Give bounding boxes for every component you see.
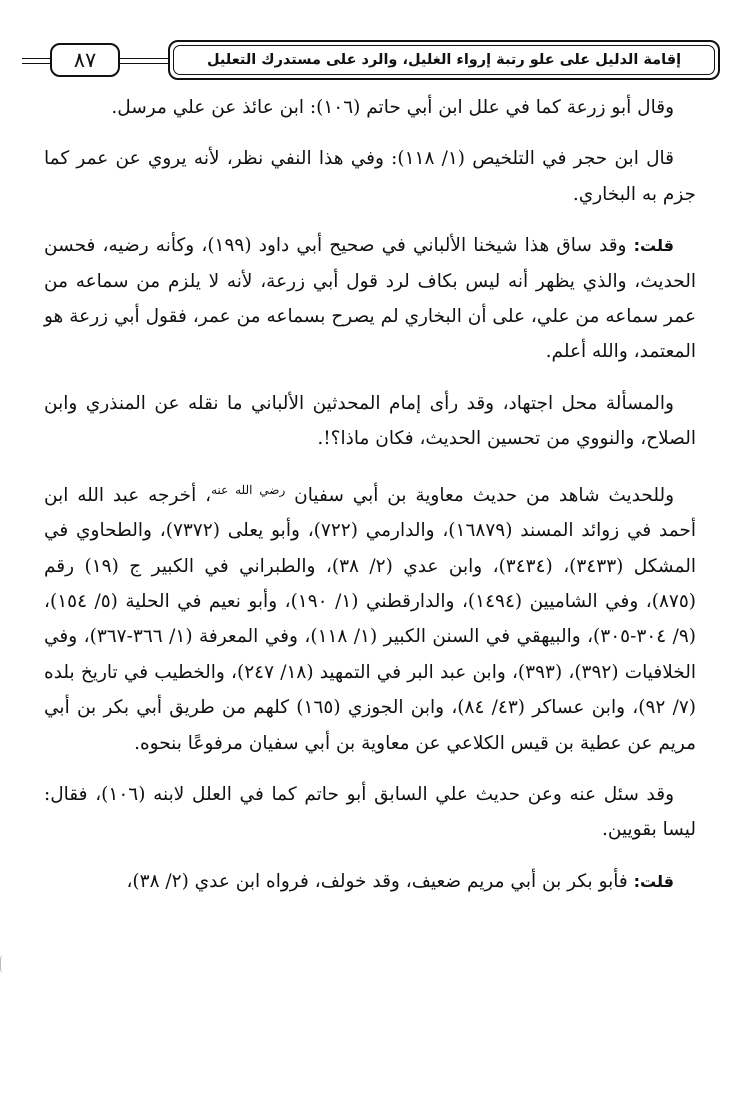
paragraph-text: وللحديث شاهد من حديث معاوية بن أبي سفيان [294, 484, 675, 506]
qult-label: قلت: [633, 871, 674, 891]
scan-margin-mark [0, 955, 7, 973]
paragraph-text: والمسألة محل اجتهاد، وقد رأى إمام المحدثين الألباني ما نقله عن المنذري وابن الصلاح، والنووي من تحسين الحديث، فكان ماذا؟!. [44, 392, 696, 450]
paragraph-text: وقد سئل عنه وعن حديث علي السابق أبو حاتم كما في العلل لابنه (١٠٦)، فقال: ليسا بقويين. [44, 784, 696, 841]
paragraph-text: فأبو بكر بن أبي مريم ضعيف، وقد خولف، فرواه ابن عدي (٢/ ٣٨)، [126, 870, 628, 892]
paragraph-text: ، أخرجه عبد الله ابن أحمد في زوائد المسند (١٦٨٧٩)، والدارمي (٧٢٢)، وأبو يعلى (٧٣٧٢)، والطحاوي في المشكل (٣٤٣٣)، (٣٤٣٤)، وابن عدي (٢/ ٣٨)، والطبراني في الكبير ج (١٩) رقم (٨٧٥)، وفي الشاميين (١٤٩٤)، والدارقطني (١/ ١٩٠)، وأبو نعيم في الحلية (٥/ ١٥٤)، (٩/ ٣٠٤-٣٠٥)، والبيهقي في السنن الكبير (١/ ١١٨)، وفي المعرفة (١/ ٣٦٦-٣٦٧)، وفي الخلافيات (٣٩٢)، (٣٩٣)، وابن عبد البر في التمهيد (١٨/ ٢٤٧)، والخطيب في تاريخ بلده (٧/ ٩٢)، وابن عساكر (٤٣/ ٨٤)، وابن الجوزي (١٦٥) كلهم من طريق أبي بكر بن أبي مريم عن عطية بن قيس الكلاعي عن معاوية بن أبي سفيان مرفوعًا بنحوه. [44, 484, 697, 754]
paragraph [44, 90, 696, 125]
book-title-frame [168, 40, 720, 80]
header-rule [120, 63, 168, 64]
paragraph [44, 228, 696, 370]
page-number: ٨٧ [50, 43, 120, 77]
paragraph [44, 864, 696, 899]
paragraph-text: وقد ساق هذا شيخنا الألباني في صحيح أبي داود (١٩٩)، وكأنه رضيه، فحسن الحديث، والذي يظهر أنه ليس بكاف لرد قول أبي زرعة، لأنه لا يلزم من سماعه من عمر سماعه من علي، على أن البخاري لم يصرح بسماعه من عمر، فقول أبي زرعة هو المعتمد، والله أعلم. [44, 235, 696, 363]
main-text [44, 90, 696, 915]
paragraph-text: قال ابن حجر في التلخيص (١/ ١١٨): وفي هذا النفي نظر، لأنه يروي عن عمر كما جزم به البخاري. [44, 148, 696, 205]
page-header [22, 40, 722, 82]
header-rule [22, 63, 52, 64]
book-title: إقامة الدليل على علو رتبة إرواء الغليل، والرد على مستدرك التعليل [206, 52, 682, 68]
header-rule [120, 58, 168, 59]
paragraph [44, 386, 696, 457]
paragraph [44, 141, 696, 212]
paragraph [44, 777, 696, 848]
paragraph [44, 473, 696, 761]
header-rule [22, 58, 52, 59]
qult-label: قلت: [633, 236, 674, 256]
paragraph-text: وقال أبو زرعة كما في علل ابن أبي حاتم (١٠٦): ابن عائذ عن علي مرسل. [111, 97, 674, 118]
honorific-glyph: رضي الله عنه [211, 482, 286, 497]
